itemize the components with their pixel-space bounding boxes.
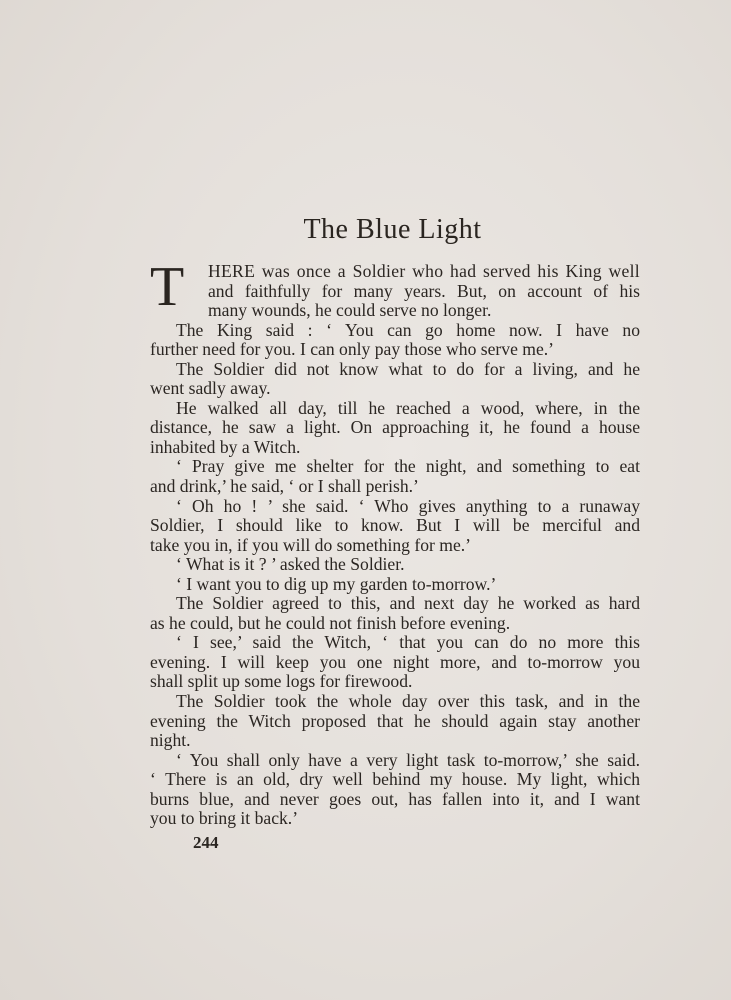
page-number: 244 [193, 833, 219, 852]
text-line: take you in, if you will do something for me.’ [150, 534, 472, 555]
text-line: distance, he saw a light. On approaching it, he found a house [150, 417, 640, 438]
text-line: The Soldier did not know what to do for a living, and he [176, 358, 640, 379]
text-line: burns blue, and never goes out, has fallen into it, and I want [150, 788, 640, 809]
text-line: ‘ Pray give me shelter for the night, and something to eat [176, 456, 640, 477]
text-line: evening the Witch proposed that he should again stay another [150, 710, 640, 731]
text-line: ‘ I want you to dig up my garden to-morrow.’ [176, 573, 497, 594]
text-line: evening. I will keep you one night more, and to-morrow you [150, 651, 640, 672]
text-line: and drink,’ he said, ‘ or I shall perish.’ [150, 476, 419, 497]
text-line: night. [150, 730, 191, 751]
drop-cap: T [150, 256, 185, 318]
text-line: ‘ I see,’ said the Witch, ‘ that you can do no more this [176, 632, 640, 653]
text-line: He walked all day, till he reached a wood, where, in the [176, 397, 640, 418]
text-line: HERE was once a Soldier who had served his King well [208, 261, 640, 281]
text-line: The Soldier agreed to this, and next day he worked as hard [176, 593, 640, 614]
text-line: ‘ Oh ho ! ’ she said. ‘ Who gives anything to a runaway [176, 495, 640, 516]
text-line: went sadly away. [150, 378, 271, 399]
text-line: ‘ There is an old, dry well behind my house. My light, which [150, 769, 640, 790]
text-line: and faithfully for many years. But, on account of his [208, 280, 640, 301]
opening-paragraph [150, 256, 640, 321]
text-line: shall split up some logs for firewood. [150, 671, 413, 692]
chapter-title: The Blue Light [303, 214, 482, 245]
text-line: Soldier, I should like to know. But I will be merciful and [150, 515, 640, 536]
text-line: The King said : ‘ You can go home now. I have no [176, 319, 640, 340]
text-line: ‘ What is it ? ’ asked the Soldier. [176, 554, 405, 575]
text-line: ‘ You shall only have a very light task to-morrow,’ she said. [176, 749, 640, 770]
text-line: inhabited by a Witch. [150, 436, 301, 457]
text-line: as he could, but he could not finish before evening. [150, 612, 511, 633]
text-line: many wounds, he could serve no longer. [208, 300, 492, 321]
text-line: you to bring it back.’ [150, 808, 299, 829]
story-text [150, 256, 640, 829]
text-line: The Soldier took the whole day over this task, and in the [176, 691, 640, 712]
text-line: further need for you. I can only pay those who serve me.’ [150, 339, 555, 360]
